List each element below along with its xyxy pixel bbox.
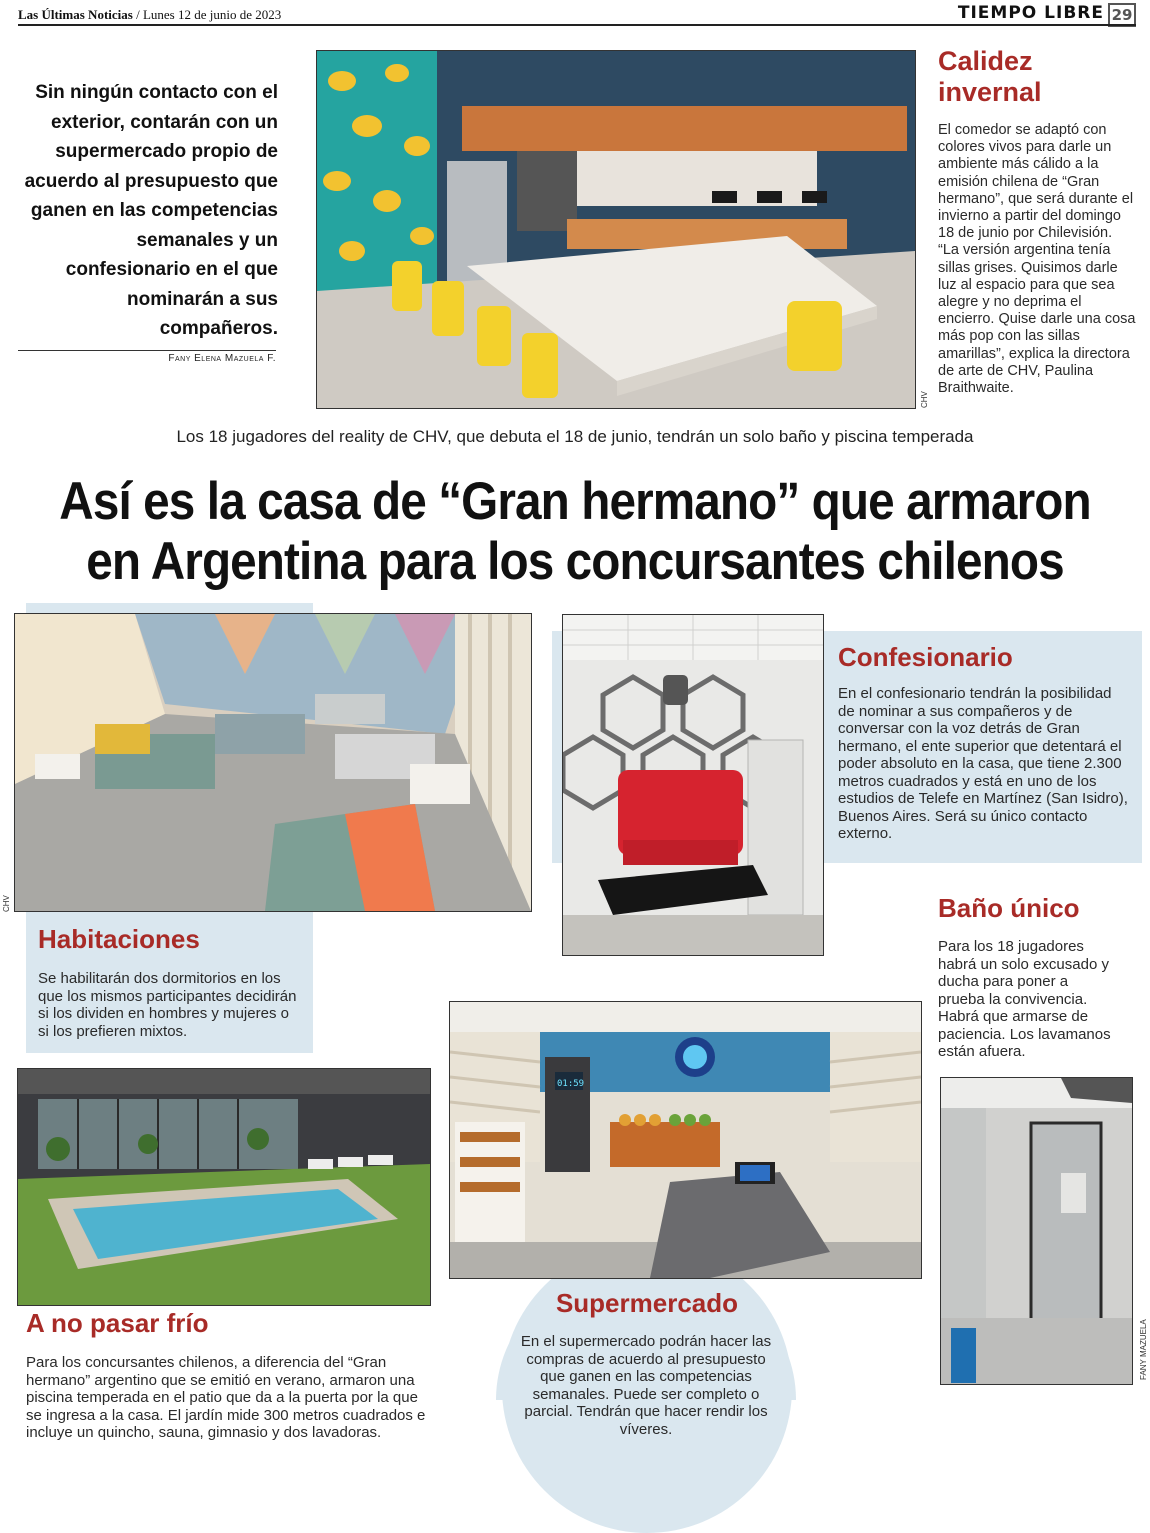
byline: Fany Elena Mazuela F.: [18, 350, 276, 364]
habitaciones-text: Se habilitarán dos dormitorios en los que los mismos participantes decidirán si los dividen en hombres y mujeres o si los prefieren mixtos.: [38, 970, 297, 1040]
habitaciones-title: Habitaciones: [38, 924, 200, 954]
supermercado-text: En el supermercado podrán hacer las compras de acuerdo al presupuesto que ganen en las competencias semanales. Puede ser completo o parcial. Tendrán que hacer rendir los víveres.: [520, 1333, 772, 1438]
issue-date: Lunes 12 de junio de 2023: [142, 7, 282, 22]
dining-room-photo: [316, 50, 916, 409]
bano-text: Para los 18 jugadores habrá un solo excusado y ducha para poner a prueba la convivencia. Habrá que armarse de paciencia. Los lavamanos están afuera.: [938, 938, 1111, 1060]
page-number: 29: [1108, 3, 1136, 27]
confesionario-text: En el confesionario tendrán la posibilidad de nominar a sus compañeros y de conversar con la voz detrás de Gran hermano, el ente superior que detentará el poder absoluto en la casa, que tiene 2.300 metros cuadrados y está en uno de los estudios de Telefe en Martínez (San Isidro), Buenos Aires. Será su único contacto externo.: [838, 685, 1128, 842]
bedroom-photo: [14, 613, 532, 912]
calidez-title: Calidez invernal: [938, 46, 1042, 107]
photo-credit-chv: CHV: [920, 391, 929, 408]
kiosk-time: 01:59: [557, 1079, 585, 1089]
header-separator: /: [136, 7, 140, 22]
confesionario-title: Confesionario: [838, 642, 1013, 672]
piscina-text: Para los concursantes chilenos, a diferencia del “Gran hermano” argentino que se emitió en verano, armaron una piscina temperada en el patio que da a la puerta por la que se ingresa a la casa. El jardín mide 300 metros cuadrados e incluye un quincho, sauna, gimnasio y dos lavadoras.: [26, 1354, 426, 1441]
bathroom-photo: [940, 1077, 1133, 1385]
section-name: TIEMPO LIBRE: [957, 3, 1104, 23]
newspaper-name: Las Últimas Noticias: [18, 7, 133, 22]
pool-photo: [17, 1068, 431, 1306]
kicker: Los 18 jugadores del reality de CHV, que debuta el 18 de junio, tendrán un solo baño y piscina temperada: [176, 427, 974, 446]
bano-title: Baño único: [938, 893, 1080, 923]
header-rule: [18, 24, 1136, 26]
photo-credit-fany: FANY MAZUELA: [1139, 1319, 1148, 1380]
supermarket-photo: [449, 1001, 922, 1279]
headline-line-2: en Argentina para los concursantes chilenos: [86, 532, 1064, 591]
masthead: [18, 7, 281, 23]
photo-credit-chv-left: CHV: [2, 895, 11, 912]
confessional-photo: [562, 614, 824, 956]
headline: [58, 472, 1093, 592]
calidez-text: El comedor se adaptó con colores vivos para darle un ambiente más cálido a la emisión chilena de “Gran hermano”, que será durante el invierno a partir del domingo 18 de junio por Chilevisión. “La versión argentina tenía sillas grises. Quisimos darle luz al espacio para que sea alegre y no deprima el encierro. Quise darle una cosa más pop con las sillas amarillas”, explica la directora de arte de CHV, Paulina Braithwaite.: [938, 122, 1136, 397]
headline-line-1: Así es la casa de “Gran hermano” que armaron: [59, 472, 1091, 531]
piscina-title: A no pasar frío: [26, 1308, 209, 1338]
intro-text: Sin ningún contacto con el exterior, contarán con un supermercado propio de acuerdo al presupuesto que ganen en las competencias semanales y un confesionario en el que nominarán a sus compañeros.: [24, 82, 278, 339]
supermercado-title: Supermercado: [555, 1288, 739, 1318]
